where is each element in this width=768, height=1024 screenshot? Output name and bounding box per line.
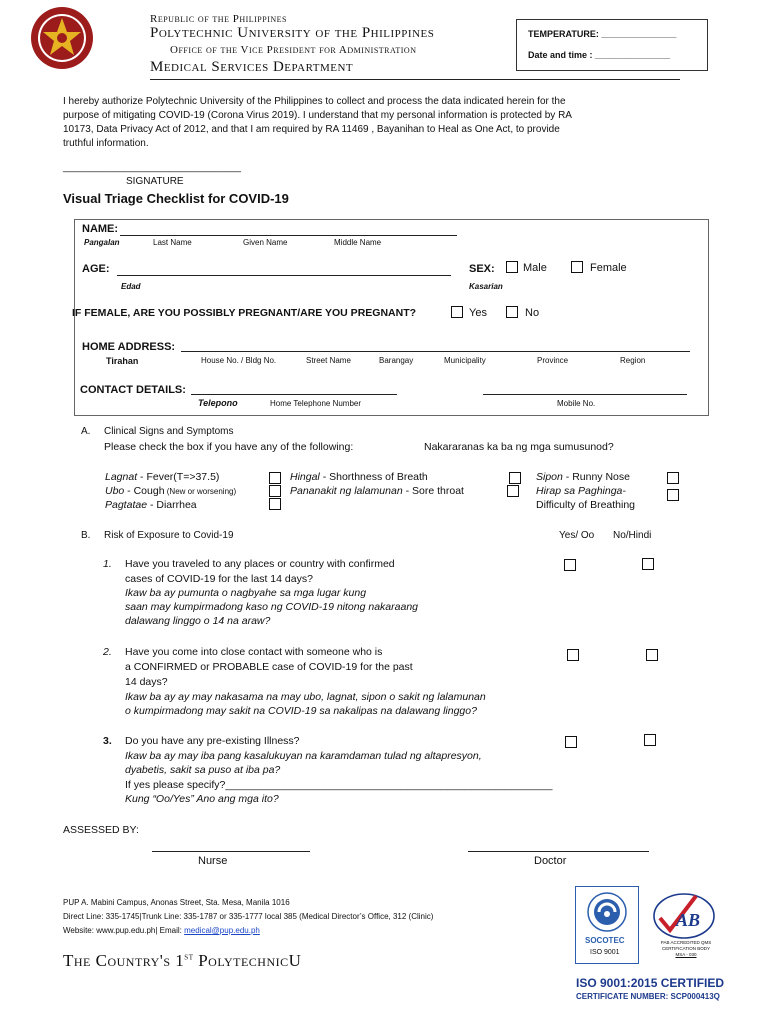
iso-certified-label: ISO 9001:2015 CERTIFIED	[576, 976, 725, 990]
address-input-line[interactable]	[181, 351, 690, 352]
symptom-diarrhea	[105, 499, 197, 511]
footer-website-prefix: Website: www.pup.edu.ph| Email:	[63, 926, 185, 935]
footer-website	[63, 926, 260, 935]
svg-text:AB: AB	[676, 910, 701, 930]
symptom-fever-en: - Fever(T=>37.5)	[137, 471, 220, 483]
nurse-signature-line[interactable]	[152, 851, 310, 852]
pregnancy-question: IF FEMALE, ARE YOU POSSIBLY PREGNANT/ARE YOU PREGNANT?	[72, 307, 417, 319]
footer-direct-line: Direct Line: 335-1745|Trunk Line: 335-1787 or 335-1777 local 385 (Medical Director’s Office, 312 (Clinic)	[63, 912, 434, 921]
home-phone-input-line[interactable]	[191, 394, 397, 395]
q3-yes-checkbox[interactable]	[565, 736, 577, 748]
cough-checkbox[interactable]	[269, 485, 281, 497]
symptom-runny-nose-en: - Runny Nose	[562, 471, 630, 483]
kasarian-label: Kasarian	[469, 282, 503, 291]
edad-label: Edad	[121, 282, 141, 291]
no-column-header: No/Hindi	[613, 530, 652, 541]
symptom-shortness-tl: Hingal	[290, 471, 320, 483]
socotec-label: SOCOTEC	[585, 936, 625, 945]
socotec-badge	[575, 886, 639, 964]
consent-line-1: I hereby authorize Polytechnic University of the Philippines to collect and process the data indicated herein for the	[63, 96, 566, 107]
pab-logo-icon	[652, 890, 716, 940]
q1-yes-checkbox[interactable]	[564, 559, 576, 571]
tirahan-label: Tirahan	[106, 356, 139, 366]
pab-accredited-text	[654, 940, 718, 958]
section-b-letter: B.	[81, 530, 91, 541]
datetime-label[interactable]: Date and time : _______________	[528, 50, 671, 60]
doctor-label: Doctor	[534, 855, 567, 867]
republic-text: Republic of the Philippines	[150, 13, 287, 25]
symptom-difficulty-breathing-en: Difficulty of Breathing	[536, 499, 636, 511]
q3-no-checkbox[interactable]	[644, 734, 656, 746]
province-label: Province	[537, 356, 569, 365]
office-name: Office of the Vice President for Administration	[170, 44, 417, 56]
sex-label: SEX:	[469, 263, 495, 275]
symptom-runny-nose	[536, 471, 630, 483]
mobile-input-line[interactable]	[483, 394, 687, 395]
diarrhea-checkbox[interactable]	[269, 498, 281, 510]
q2-tl-1: Ikaw ba ay ay may nakasama na may ubo, lagnat, sipon o sakit ng lalamunan	[125, 691, 486, 703]
q3-tl-3: Kung “Oo/Yes” Ano ang mga ito?	[125, 793, 279, 805]
email-link[interactable]: medical@pup.edu.ph	[184, 926, 260, 935]
section-a-title: Clinical Signs and Symptoms	[104, 426, 234, 437]
q3-tl-2: dyabetis, sakit sa puso at iba pa?	[125, 764, 281, 776]
pregnant-yes-label: Yes	[469, 307, 487, 319]
age-input-line[interactable]	[117, 275, 451, 276]
q2-no-checkbox[interactable]	[646, 649, 658, 661]
q1-text-2: cases of COVID-19 for the last 14 days?	[125, 573, 313, 585]
pab-text: PAB ACCREDITED QMS CERTIFICATION BODY	[660, 940, 712, 951]
pangalan-label: Pangalan	[84, 238, 120, 247]
footer-motto	[63, 951, 301, 971]
section-b-title: Risk of Exposure to Covid-19	[104, 530, 234, 541]
address-label: HOME ADDRESS:	[82, 341, 176, 353]
q2-text-3: 14 days?	[125, 676, 168, 688]
consent-line-2: purpose of mitigating COVID-19 (Corona Virus 2019). I understand that my personal information is protected by RA	[63, 110, 572, 121]
q3-tl-1: Ikaw ba ay may iba pang kasalukuyan na karamdaman tulad ng altapresyon,	[125, 750, 482, 762]
nurse-label: Nurse	[198, 855, 228, 867]
section-a-instruction-tl: Nakararanas ka ba ng mga sumusunod?	[424, 441, 614, 453]
q1-no-checkbox[interactable]	[642, 558, 654, 570]
pregnant-yes-checkbox[interactable]	[451, 306, 463, 318]
last-name-label: Last Name	[153, 238, 192, 247]
doctor-signature-line[interactable]	[468, 851, 649, 852]
signature-label: SIGNATURE	[126, 176, 184, 187]
female-label: Female	[590, 262, 627, 274]
certificate-number: CERTIFICATE NUMBER: SCP000413Q	[576, 992, 720, 1001]
q1-tl-2: saan may kumpirmadong kaso ng COVID-19 nitong nakaraang	[125, 601, 418, 613]
symptom-cough-en: - Cough	[124, 485, 165, 497]
middle-name-label: Middle Name	[334, 238, 382, 247]
sore-throat-checkbox[interactable]	[507, 485, 519, 497]
q1-number: 1.	[103, 558, 112, 570]
telepono-label: Telepono	[198, 398, 238, 408]
q3-specify-field[interactable]: If yes please specify?________________________________________________________	[125, 779, 553, 791]
given-name-label: Given Name	[243, 238, 288, 247]
shortness-breath-checkbox[interactable]	[509, 472, 521, 484]
section-a-instruction: Please check the box if you have any of the following:	[104, 441, 354, 453]
mobile-label: Mobile No.	[557, 399, 596, 408]
street-label: Street Name	[306, 356, 351, 365]
footer-address: PUP A. Mabini Campus, Anonas Street, Sta. Mesa, Manila 1016	[63, 898, 290, 907]
difficulty-breathing-checkbox[interactable]	[667, 489, 679, 501]
house-label: House No. / Bldg No.	[201, 356, 277, 365]
fever-checkbox[interactable]	[269, 472, 281, 484]
q2-text-1: Have you come into close contact with someone who is	[125, 646, 383, 658]
yes-column-header: Yes/ Oo	[559, 530, 595, 541]
consent-line-3: 10173, Data Privacy Act of 2012, and that I am required by RA 11469 , Bayanihan to Heal as One Act, to provide	[63, 124, 560, 135]
university-name: Polytechnic University of the Philippines	[150, 25, 435, 41]
home-phone-label: Home Telephone Number	[270, 399, 362, 408]
symptom-diarrhea-tl: Pagtatae	[105, 499, 148, 511]
socotec-iso-label: ISO 9001	[590, 949, 620, 956]
barangay-label: Barangay	[379, 356, 414, 365]
q2-tl-2: o kumpirmadong may sakit na COVID-19 sa nakalipas na dalawang linggo?	[125, 705, 477, 717]
male-checkbox[interactable]	[506, 261, 518, 273]
consent-line-4: truthful information.	[63, 138, 149, 149]
assessed-by-label: ASSESSED BY:	[63, 824, 139, 836]
female-checkbox[interactable]	[571, 261, 583, 273]
department-name: Medical Services Department	[150, 59, 354, 75]
symptom-runny-nose-tl: Sipon	[536, 471, 563, 483]
socotec-logo-icon	[587, 892, 627, 932]
symptom-fever-tl: Lagnat	[105, 471, 138, 483]
header-rule	[150, 79, 680, 80]
symptom-cough	[105, 485, 236, 497]
motto-superscript: st	[184, 951, 194, 963]
pregnant-no-label: No	[525, 307, 540, 319]
q3-number: 3.	[103, 735, 112, 747]
pab-msa: MSA - 030	[675, 952, 697, 957]
motto-part-1: The Country's 1	[63, 951, 185, 970]
university-seal	[30, 6, 94, 70]
symptom-cough-tl: Ubo	[105, 485, 125, 497]
male-label: Male	[523, 262, 547, 274]
section-a-letter: A.	[81, 426, 91, 437]
q2-number: 2.	[103, 646, 112, 658]
temperature-label[interactable]: TEMPERATURE: _______________	[528, 29, 677, 39]
name-input-line[interactable]	[120, 235, 457, 236]
municipality-label: Municipality	[444, 356, 486, 365]
symptom-fever	[105, 471, 219, 483]
pregnant-no-checkbox[interactable]	[506, 306, 518, 318]
temperature-box	[516, 19, 708, 71]
symptom-shortness-breath	[290, 471, 428, 483]
age-label: AGE:	[82, 263, 110, 275]
symptom-sore-throat-en: - Sore throat	[402, 485, 464, 497]
region-label: Region	[620, 356, 646, 365]
symptom-diarrhea-en: - Diarrhea	[147, 499, 197, 511]
motto-part-2: PolytechnicU	[193, 951, 302, 970]
q1-text-1: Have you traveled to any places or country with confirmed	[125, 558, 395, 570]
symptom-shortness-en: - Shorthness of Breath	[319, 471, 428, 483]
runny-nose-checkbox[interactable]	[667, 472, 679, 484]
q2-text-2: a CONFIRMED or PROBABLE case of COVID-19 for the past	[125, 661, 413, 673]
contact-label: CONTACT DETAILS:	[80, 384, 186, 396]
q1-tl-1: Ikaw ba ay pumunta o nagbyahe sa mga lugar kung	[125, 587, 367, 599]
form-title: Visual Triage Checklist for COVID-19	[63, 191, 289, 206]
name-label: NAME:	[82, 223, 119, 235]
q1-tl-3: dalawang linggo o 14 na araw?	[125, 615, 271, 627]
symptom-cough-note: (New or worsening)	[164, 487, 237, 496]
q2-yes-checkbox[interactable]	[567, 649, 579, 661]
q3-text-1: Do you have any pre-existing Illness?	[125, 735, 300, 747]
symptom-difficulty-breathing-tl: Hirap sa Paghinga-	[536, 485, 626, 497]
pab-badge	[648, 888, 720, 962]
symptom-sore-throat-tl: Pananakit ng lalamunan	[290, 485, 403, 497]
signature-line[interactable]: ________________________________	[63, 162, 241, 173]
symptom-sore-throat	[290, 485, 464, 497]
